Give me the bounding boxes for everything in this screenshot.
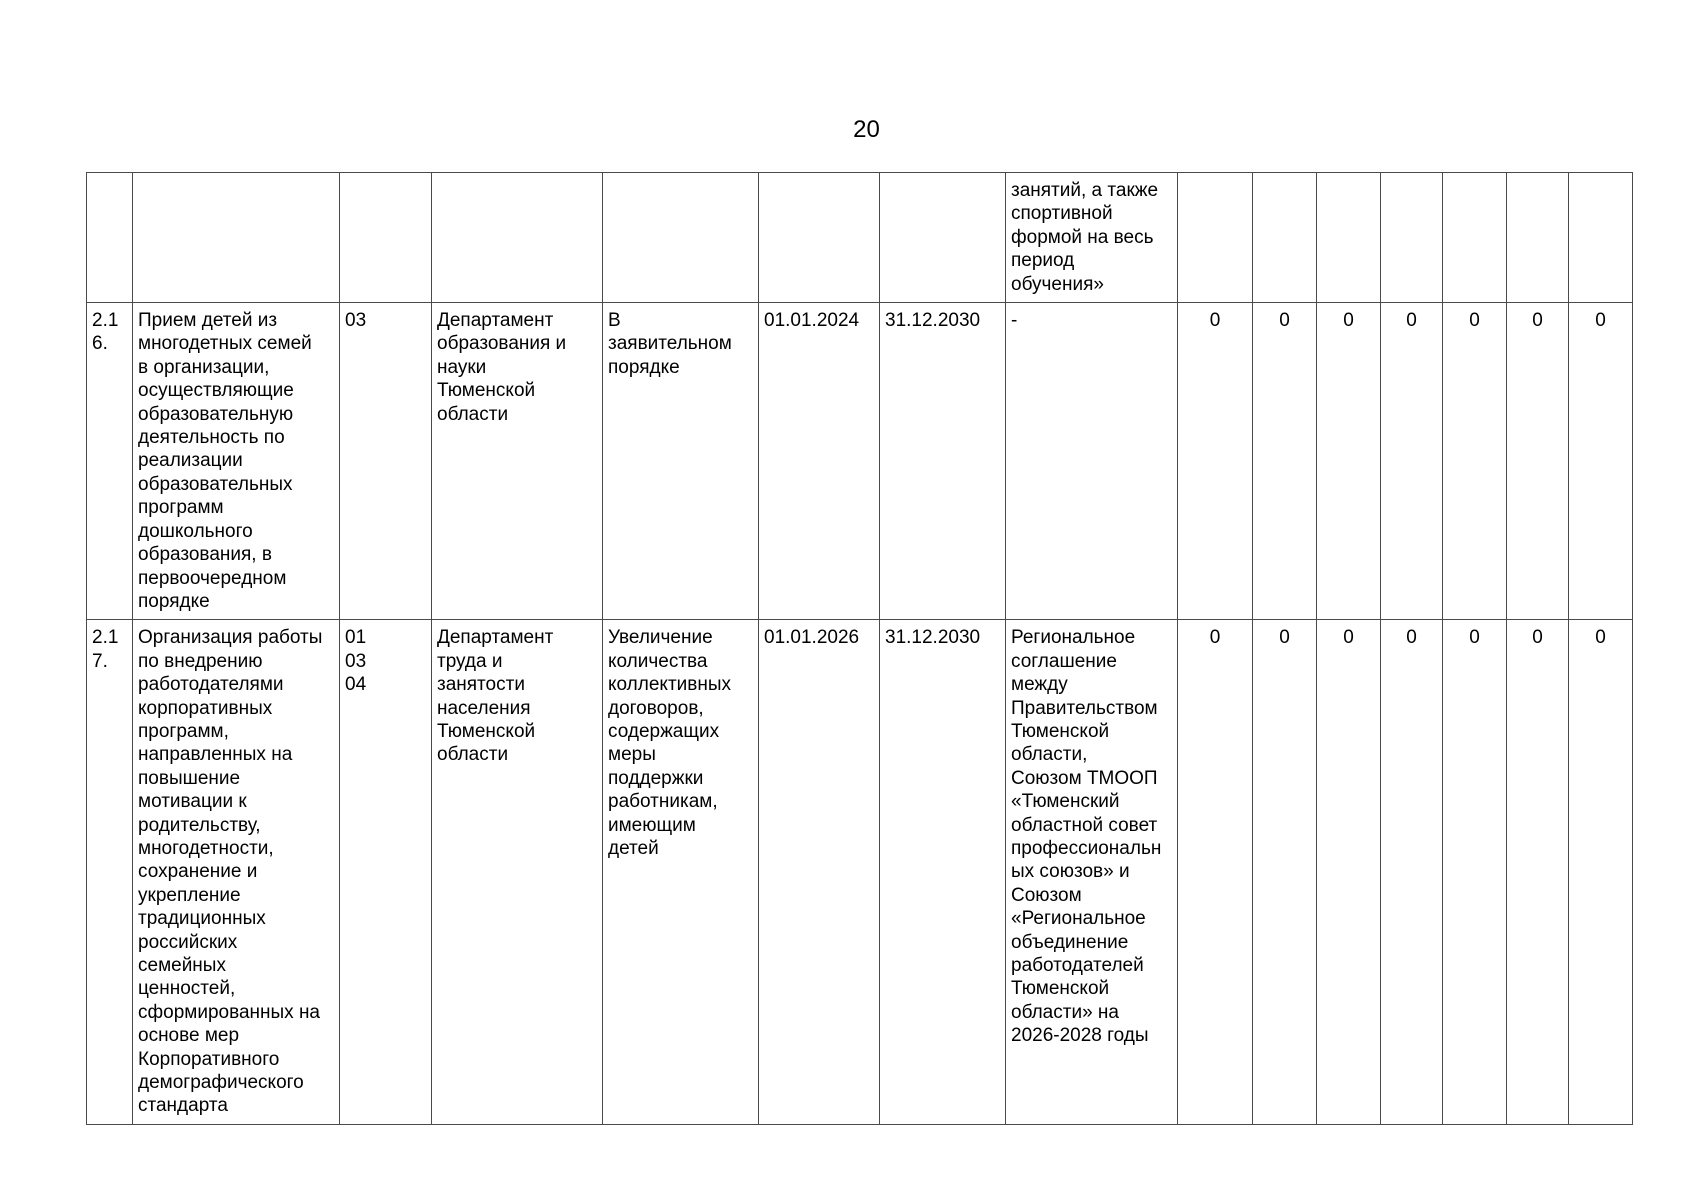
- value-cell: [1381, 173, 1443, 303]
- value-cell: 0: [1317, 620, 1381, 1125]
- result-cell: [603, 173, 759, 303]
- measure-name-cell: Организация работы по внедрению работодателями корпоративных программ, направленных на повышение мотивации к родительству, многодетности, сохранение и укрепление традиционных российских семейных ценностей, сформированных на основе мер Корпоративного демографического стандарта: [133, 620, 340, 1125]
- value-cell: [1507, 173, 1569, 303]
- value-cell: 0: [1253, 620, 1317, 1125]
- measures-table: [86, 172, 1633, 1125]
- value-cell: 0: [1507, 620, 1569, 1125]
- code-cell: 03: [340, 303, 432, 620]
- value-cell: 0: [1443, 303, 1507, 620]
- start-date-cell: 01.01.2026: [759, 620, 880, 1125]
- value-cell: 0: [1253, 303, 1317, 620]
- measure-name-cell: [133, 173, 340, 303]
- value-cell: [1569, 173, 1633, 303]
- value-cell: 0: [1317, 303, 1381, 620]
- result-cell: В заявительном порядке: [603, 303, 759, 620]
- result-cell: Увеличение количества коллективных договоров, содержащих меры поддержки работникам, имеющим детей: [603, 620, 759, 1125]
- table-row: [87, 303, 1633, 620]
- value-cell: 0: [1381, 303, 1443, 620]
- value-cell: [1443, 173, 1507, 303]
- page-number: 20: [853, 116, 880, 143]
- row-number-cell: 2.1 7.: [87, 620, 133, 1125]
- executor-cell: [432, 173, 603, 303]
- table-row: [87, 620, 1633, 1125]
- executor-cell: Департамент труда и занятости населения Тюменской области: [432, 620, 603, 1125]
- end-date-cell: 31.12.2030: [880, 620, 1006, 1125]
- end-date-cell: 31.12.2030: [880, 303, 1006, 620]
- executor-cell: Департамент образования и науки Тюменской области: [432, 303, 603, 620]
- basis-cell: Региональное соглашение между Правительством Тюменской области, Союзом ТМООП «Тюменский областной совет профессиональн ых союзов» и Союзом «Региональное объединение работодателей Тюменской области» на 2026-2028 годы: [1006, 620, 1178, 1125]
- code-cell: 01 03 04: [340, 620, 432, 1125]
- start-date-cell: 01.01.2024: [759, 303, 880, 620]
- value-cell: [1253, 173, 1317, 303]
- value-cell: 0: [1178, 620, 1253, 1125]
- value-cell: 0: [1507, 303, 1569, 620]
- basis-cell: занятий, а также спортивной формой на весь период обучения»: [1006, 173, 1178, 303]
- value-cell: [1178, 173, 1253, 303]
- row-number-cell: 2.1 6.: [87, 303, 133, 620]
- value-cell: [1317, 173, 1381, 303]
- end-date-cell: [880, 173, 1006, 303]
- code-cell: [340, 173, 432, 303]
- start-date-cell: [759, 173, 880, 303]
- value-cell: 0: [1381, 620, 1443, 1125]
- value-cell: 0: [1443, 620, 1507, 1125]
- basis-cell: -: [1006, 303, 1178, 620]
- measure-name-cell: Прием детей из многодетных семей в организации, осуществляющие образовательную деятельность по реализации образовательных программ дошкольного образования, в первоочередном порядке: [133, 303, 340, 620]
- value-cell: 0: [1569, 620, 1633, 1125]
- value-cell: 0: [1178, 303, 1253, 620]
- row-number-cell: [87, 173, 133, 303]
- table-row: [87, 173, 1633, 303]
- value-cell: 0: [1569, 303, 1633, 620]
